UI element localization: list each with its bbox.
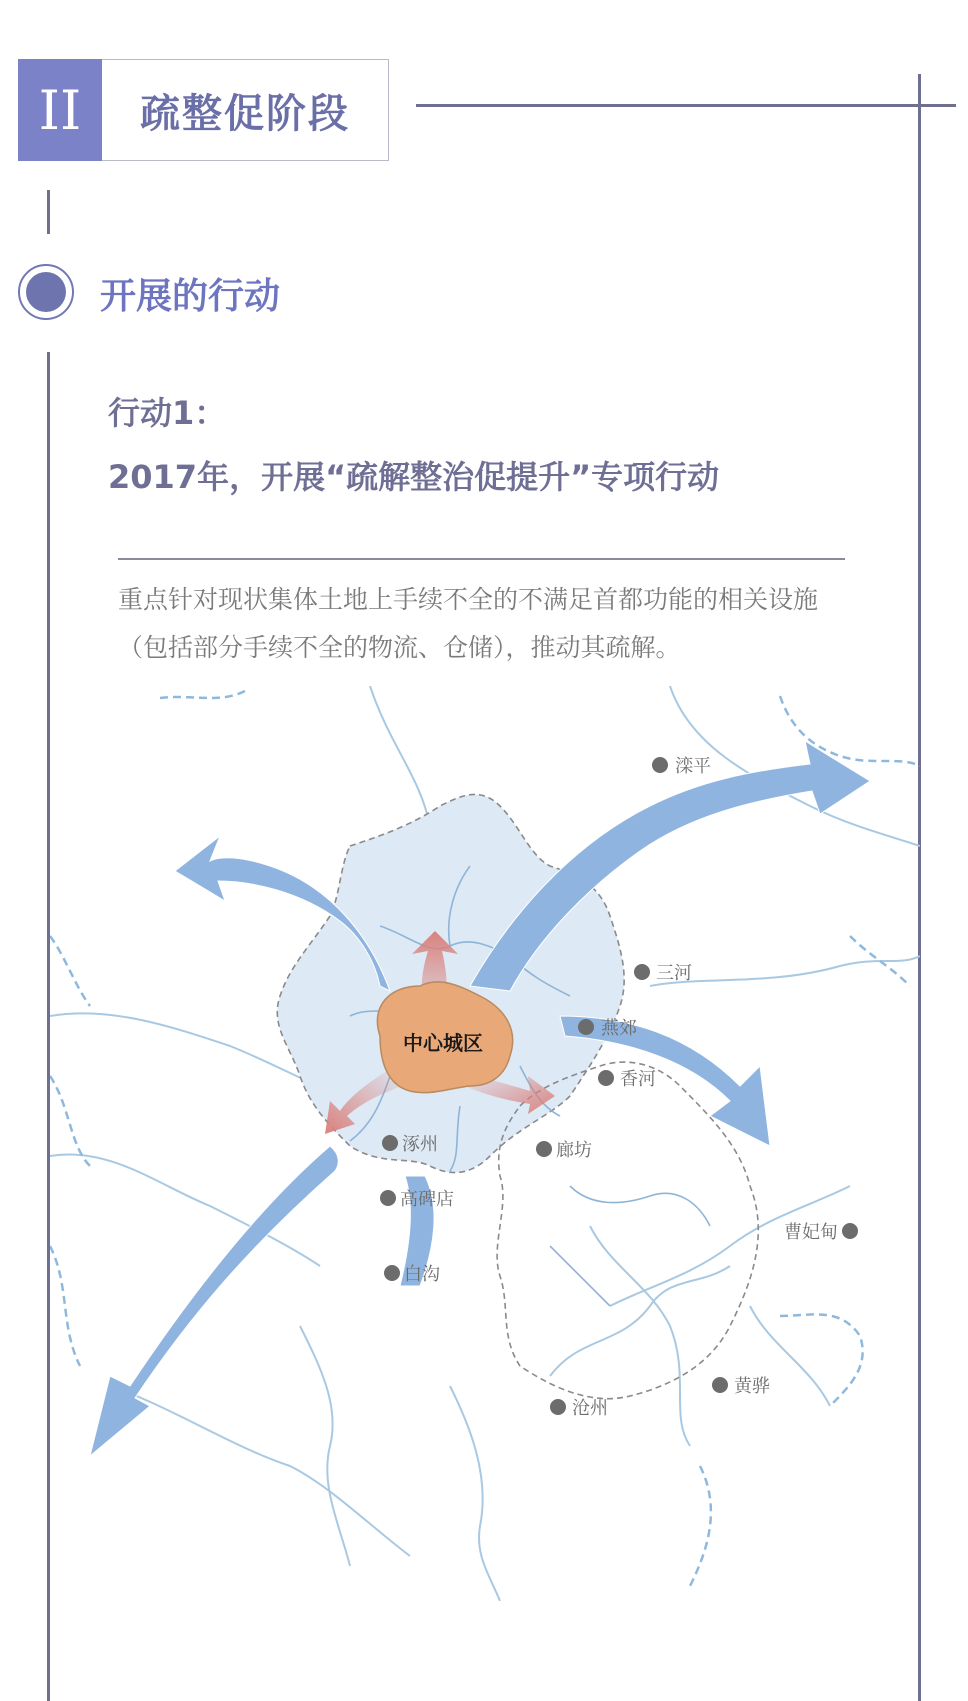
relocation-map <box>50 686 920 1601</box>
city-label-luanping: 滦平 <box>675 756 711 777</box>
city-label-cangzhou: 沧州 <box>572 1398 608 1419</box>
city-dot-huanghua <box>712 1377 728 1393</box>
city-dot-yanjiao <box>578 1019 594 1035</box>
city-label-huanghua: 黄骅 <box>734 1376 770 1397</box>
city-label-sanhe: 三河 <box>656 963 692 984</box>
city-label-baigou: 白沟 <box>404 1264 440 1285</box>
stage-number-badge: II <box>18 59 102 161</box>
action-title: 2017年，开展“疏解整治促提升”专项行动 <box>108 458 720 496</box>
city-label-yanjiao: 燕郊 <box>601 1018 637 1039</box>
header-rule <box>416 104 956 107</box>
city-dot-baigou <box>384 1265 400 1281</box>
description-divider <box>118 558 845 560</box>
action-label: 行动1： <box>108 394 227 432</box>
timeline-segment-top <box>47 190 50 234</box>
section-title: 开展的行动 <box>100 276 281 317</box>
city-label-zhuozhou: 涿州 <box>402 1134 438 1155</box>
city-label-caofeidian: 曹妃甸 <box>784 1222 838 1243</box>
city-label-gaobeidian: 高碑店 <box>400 1189 454 1210</box>
city-label-xianghe: 香河 <box>620 1069 656 1090</box>
section-bullet-icon <box>18 264 74 320</box>
city-dot-caofeidian <box>842 1223 858 1239</box>
city-dot-gaobeidian <box>380 1190 396 1206</box>
city-label-langfang: 廊坊 <box>556 1140 592 1161</box>
stage-title: 疏整促阶段 <box>102 59 389 161</box>
central-city-label: 中心城区 <box>403 1031 483 1055</box>
city-dot-xianghe <box>598 1070 614 1086</box>
city-dot-luanping <box>652 757 668 773</box>
city-dot-langfang <box>536 1141 552 1157</box>
city-dot-cangzhou <box>550 1399 566 1415</box>
action-description: 重点针对现状集体土地上手续不全的不满足首都功能的相关设施（包括部分手续不全的物流、仓储），推动其疏解。 <box>118 585 819 662</box>
city-dot-zhuozhou <box>382 1135 398 1151</box>
city-dot-sanhe <box>634 964 650 980</box>
